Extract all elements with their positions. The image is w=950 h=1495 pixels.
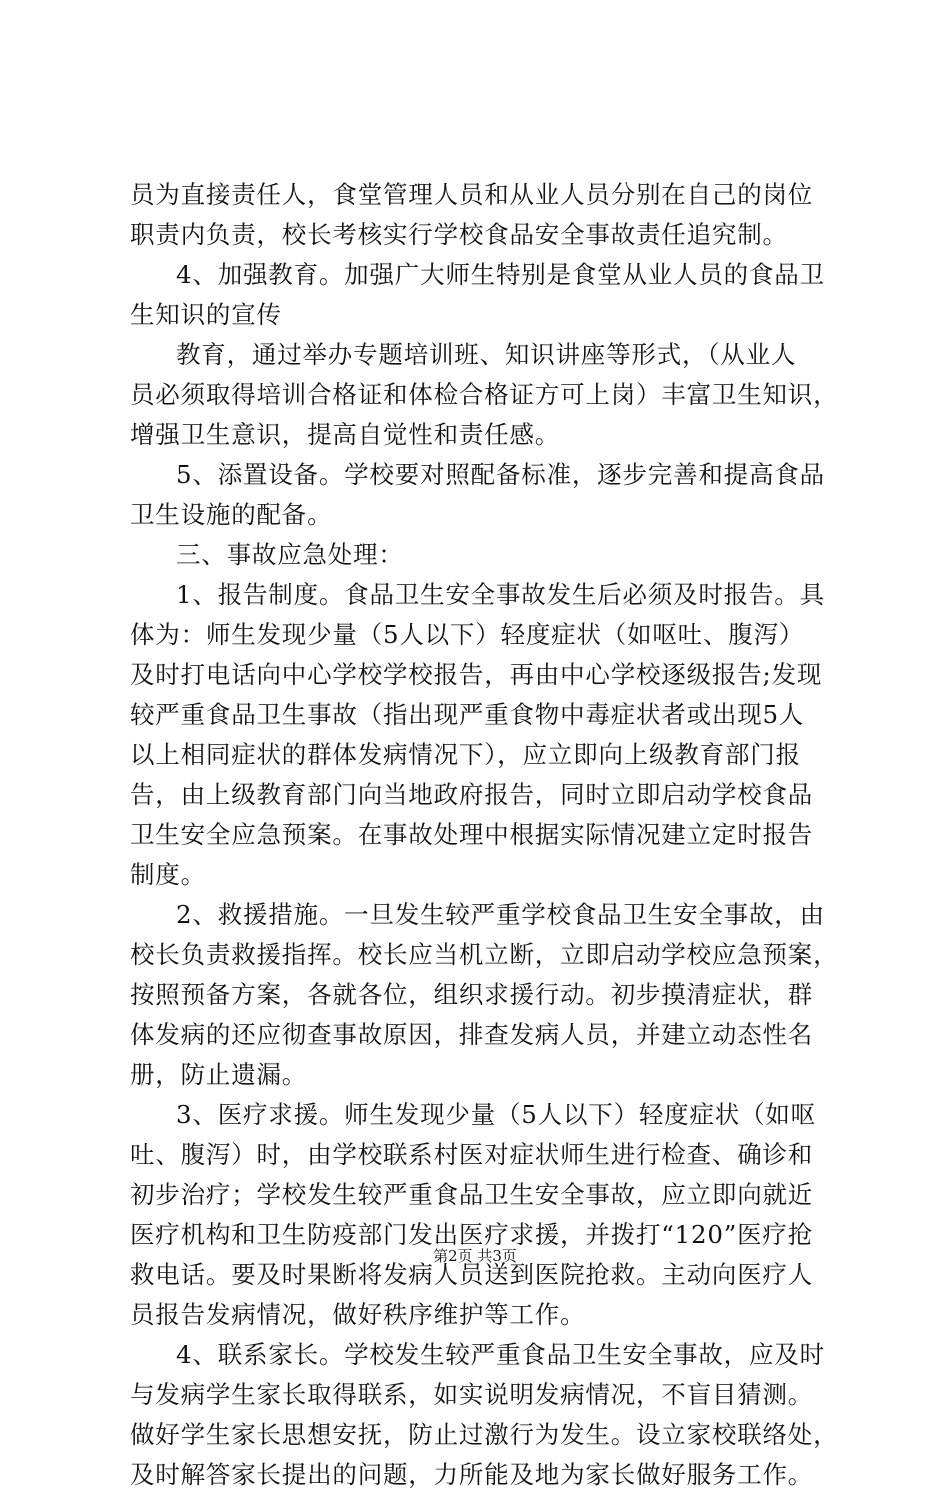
text-line: 3、医疗求援。师生发现少量（5人以下）轻度症状（如呕 [176, 1100, 816, 1129]
text-line: 员必须取得培训合格证和体检合格证方可上岗）丰富卫生知识， [130, 380, 839, 409]
text-line: 校长负责救援指挥。校长应当机立断，立即启动学校应急预案， [130, 940, 839, 969]
text-line: 及时解答家长提出的问题，力所能及地为家长做好服务工作。 [130, 1460, 814, 1489]
text-line: 5、添置设备。学校要对照配备标准，逐步完善和提高食品 [176, 460, 825, 489]
text-line: 以上相同症状的群体发病情况下），应立即向上级教育部门报 [130, 740, 801, 769]
text-line: 4、加强教育。加强广大师生特别是食堂从业人员的食品卫 [176, 260, 825, 289]
text-line: 做好学生家长思想安抚，防止过激行为发生。设立家校联络处， [130, 1420, 839, 1449]
text-line: 制度。 [130, 860, 206, 889]
text-line: 体为：师生发现少量（5人以下）轻度症状（如呕吐、腹泻） [130, 620, 805, 649]
text-line: 按照预备方案，各就各位，组织求援行动。初步摸清症状，群 [130, 980, 814, 1009]
text-line: 卫生设施的配备。 [130, 500, 333, 529]
text-line: 卫生安全应急预案。在事故处理中根据实际情况建立定时报告 [130, 820, 814, 849]
text-line: 员报告发病情况，做好秩序维护等工作。 [130, 1300, 586, 1329]
text-line: 增强卫生意识，提高自觉性和责任感。 [130, 420, 561, 449]
text-line: 生知识的宣传 [130, 300, 282, 329]
text-line: 员为直接责任人，食堂管理人员和从业人员分别在自己的岗位 [130, 180, 814, 209]
page-footer [0, 1246, 950, 1266]
text-line: 医疗机构和卫生防疫部门发出医疗求援，并拨打“120”医疗抢 [130, 1220, 814, 1249]
text-line: 职责内负责，校长考核实行学校食品安全事故责任追究制。 [130, 220, 788, 249]
text-line: 4、联系家长。学校发生较严重食品卫生安全事故，应及时 [176, 1340, 825, 1369]
section-heading: 三、事故应急处理： [176, 540, 404, 569]
text-line: 吐、腹泻）时，由学校联系村医对症状师生进行检查、确诊和 [130, 1140, 814, 1169]
text-line: 与发病学生家长取得联系，如实说明发病情况，不盲目猜测。 [130, 1380, 814, 1409]
text-line: 告，由上级教育部门向当地政府报告，同时立即启动学校食品 [130, 780, 814, 809]
text-line: 体发病的还应彻查事故原因，排查发病人员，并建立动态性名 [130, 1020, 814, 1049]
text-line: 救电话。要及时果断将发病人员送到医院抢救。主动向医疗人 [130, 1260, 814, 1289]
text-line: 教育，通过举办专题培训班、知识讲座等形式，（从业人 [176, 340, 797, 369]
document-body [130, 175, 839, 1495]
page-number-label: 第2页 共3页 [433, 1247, 517, 1265]
text-line: 1、报告制度。食品卫生安全事故发生后必须及时报告。具 [176, 580, 825, 609]
text-line: 册，防止遗漏。 [130, 1060, 308, 1089]
text-line: 及时打电话向中心学校学校报告，再由中心学校逐级报告;发现 [130, 660, 823, 689]
text-line: 较严重食品卫生事故（指出现严重食物中毒症状者或出现5人 [130, 700, 805, 729]
text-line: 初步治疗；学校发生较严重食品卫生安全事故，应立即向就近 [130, 1180, 814, 1209]
text-line: 2、救援措施。一旦发生较严重学校食品卫生安全事故，由 [176, 900, 825, 929]
